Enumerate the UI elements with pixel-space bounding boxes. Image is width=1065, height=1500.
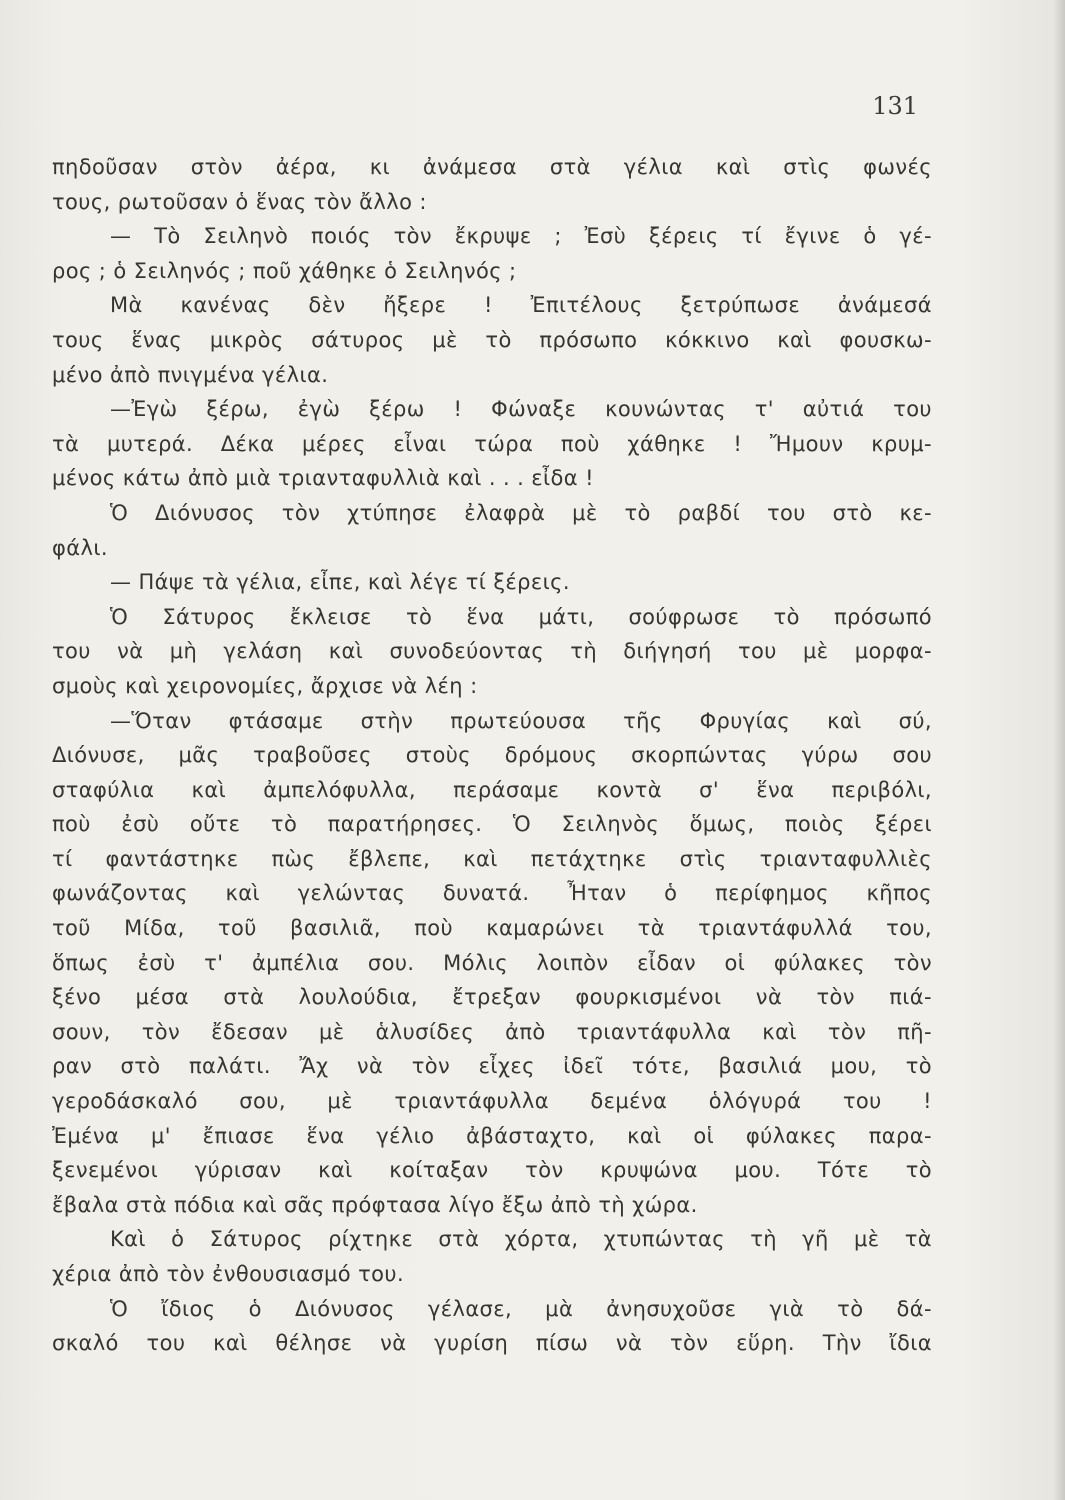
- text-line: φωνάζοντας καὶ γελώντας δυνατά. Ἦταν ὁ περίφημος κῆπος: [52, 881, 932, 906]
- text-line: Ὁ Σάτυρος ἔκλεισε τὸ ἕνα μάτι, σούφρωσε τὸ πρόσωπό: [110, 604, 932, 629]
- text-line: πηδοῦσαν στὸν ἀέρα, κι ἀνάμεσα στὰ γέλια καὶ στὶς φωνές: [52, 155, 932, 179]
- text-line: ποὺ ἐσὺ οὔτε τὸ παρατήρησες. Ὁ Σειληνὸς ὅμως, ποιὸς ξέρει: [52, 812, 932, 837]
- text-line: του νὰ μὴ γελάση καὶ συνοδεύοντας τὴ διήγησή του μὲ μορφα-: [52, 639, 932, 664]
- text-line: ξενεμένοι γύρισαν καὶ κοίταξαν τὸν κρυψώνα μου. Τότε τὸ: [52, 1158, 932, 1183]
- text-line: Ὁ Διόνυσος τὸν χτύπησε ἐλαφρὰ μὲ τὸ ραβδί του στὸ κε-: [110, 500, 932, 525]
- text-line: μένο ἀπὸ πνιγμένα γέλια.: [52, 362, 329, 387]
- text-line: τους, ρωτοῦσαν ὁ ἕνας τὸν ἄλλο :: [52, 189, 427, 214]
- text-line: Ἐμένα μ' ἔπιασε ἕνα γέλιο ἀβάσταχτο, καὶ οἱ φύλακες παρα-: [52, 1123, 932, 1148]
- text-line: — Πάψε τὰ γέλια, εἶπε, καὶ λέγε τί ξέρεις.: [110, 570, 570, 595]
- text-line: Ὁ ἴδιος ὁ Διόνυσος γέλασε, μὰ ἀνησυχοῦσε γιὰ τὸ δά-: [110, 1296, 932, 1321]
- text-line: —Ὅταν φτάσαμε στὴν πρωτεύουσα τῆς Φρυγίας καὶ σύ,: [110, 708, 932, 733]
- text-line: τους ἕνας μικρὸς σάτυρος μὲ τὸ πρόσωπο κόκκινο καὶ φουσκω-: [52, 327, 932, 352]
- text-line: σουν, τὸν ἔδεσαν μὲ ἁλυσίδες ἀπὸ τριαντάφυλλα καὶ τὸν πῆ-: [52, 1019, 932, 1044]
- text-line: ρος ; ὁ Σειληνός ; ποῦ χάθηκε ὁ Σειληνός ;: [52, 258, 517, 283]
- text-line: χέρια ἀπὸ τὸν ἐνθουσιασμό του.: [52, 1262, 405, 1286]
- text-line: σκαλό του καὶ θέλησε νὰ γυρίση πίσω νὰ τὸν εὕρη. Τὴν ἴδια: [52, 1331, 932, 1356]
- text-line: σμοὺς καὶ χειρονομίες, ἄρχισε νὰ λέη :: [52, 673, 478, 698]
- text-line: Μὰ κανένας δὲν ἤξερε ! Ἐπιτέλους ξετρύπωσε ἀνάμεσά: [110, 293, 932, 318]
- text-line: μένος κάτω ἀπὸ μιὰ τριανταφυλλιὰ καὶ . . . εἶδα !: [52, 466, 594, 491]
- text-line: ὅπως ἐσὺ τ' ἀμπέλια σου. Μόλις λοιπὸν εἶδαν οἱ φύλακες τὸν: [52, 950, 932, 975]
- text-line: — Τὸ Σειληνὸ ποιός τὸν ἔκρυψε ; Ἐσὺ ξέρεις τί ἔγινε ὁ γέ-: [110, 224, 932, 249]
- page-edge-shadow: [1053, 0, 1065, 1500]
- text-line: ἔβαλα στὰ πόδια καὶ σᾶς πρόφτασα λίγο ἔξω ἀπὸ τὴ χώρα.: [52, 1192, 698, 1217]
- text-line: τί φαντάστηκε πὼς ἔβλεπε, καὶ πετάχτηκε στὶς τριανταφυλλιὲς: [52, 846, 932, 871]
- text-line: ξένο μέσα στὰ λουλούδια, ἔτρεξαν φουρκισμένοι νὰ τὸν πιά-: [52, 985, 932, 1010]
- body-text: [52, 150, 932, 1361]
- text-line: φάλι.: [52, 535, 108, 560]
- text-line: γεροδάσκαλό σου, μὲ τριαντάφυλλα δεμένα ὁλόγυρά του !: [52, 1089, 932, 1114]
- page-number: 131: [872, 92, 918, 120]
- text-line: τοῦ Μίδα, τοῦ βασιλιᾶ, ποὺ καμαρώνει τὰ τριαντάφυλλά του,: [52, 916, 932, 941]
- text-line: τὰ μυτερά. Δέκα μέρες εἶναι τώρα ποὺ χάθηκε ! Ἤμουν κρυμ-: [52, 431, 932, 456]
- text-line: Καὶ ὁ Σάτυρος ρίχτηκε στὰ χόρτα, χτυπώντας τὴ γῆ μὲ τὰ: [110, 1227, 932, 1252]
- text-line: ραν στὸ παλάτι. Ἄχ νὰ τὸν εἶχες ἰδεῖ τότε, βασιλιά μου, τὸ: [52, 1054, 932, 1079]
- text-line: σταφύλια καὶ ἀμπελόφυλλα, περάσαμε κοντὰ σ' ἕνα περιβόλι,: [52, 777, 932, 802]
- text-line: Διόνυσε, μᾶς τραβοῦσες στοὺς δρόμους σκορπώντας γύρω σου: [52, 743, 932, 768]
- text-line: —Ἐγὼ ξέρω, ἐγὼ ξέρω ! Φώναξε κουνώντας τ' αὐτιά του: [110, 397, 932, 422]
